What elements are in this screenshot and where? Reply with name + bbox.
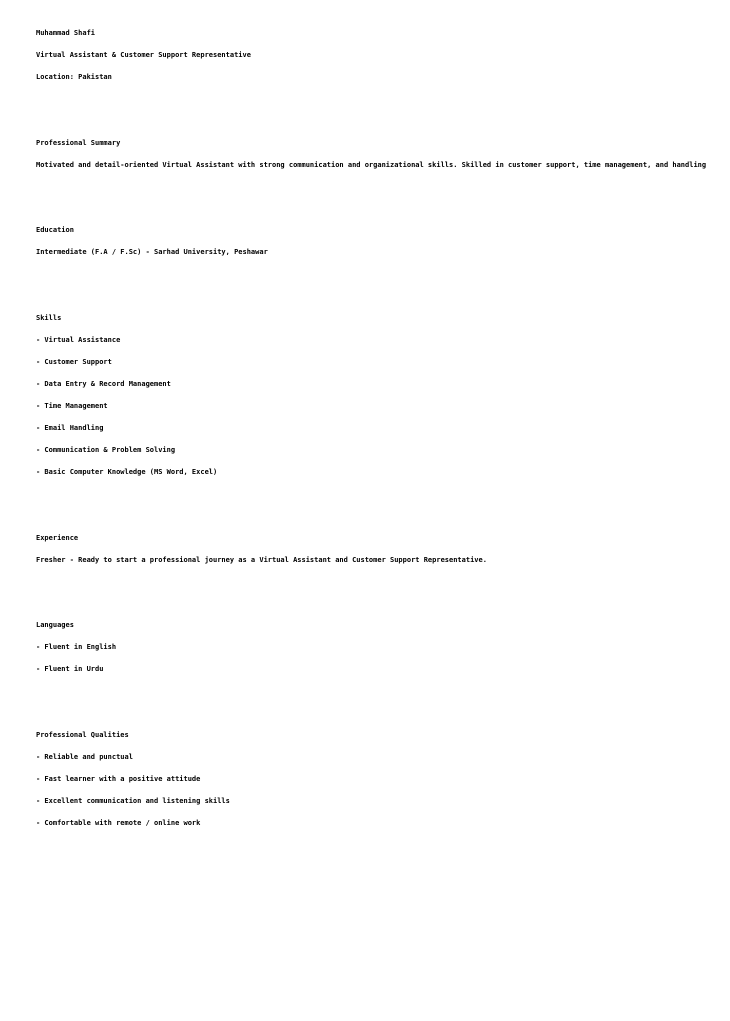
education-heading: Education [36,226,74,235]
resume-document [36,29,730,841]
skill-item: - Data Entry & Record Management [36,380,171,389]
experience-heading: Experience [36,533,79,542]
language-item: - Fluent in English [36,643,117,652]
education-entry: Intermediate (F.A / F.Sc) - Sarhad University, Peshawar [36,248,268,257]
location: Location: Pakistan [36,73,112,81]
skill-item: - Virtual Assistance [36,336,121,345]
job-title: Virtual Assistant & Customer Support Representative [36,51,251,59]
language-item: - Fluent in Urdu [36,665,104,674]
qualities-heading: Professional Qualities [36,731,129,740]
quality-item: - Comfortable with remote / online work [36,819,201,828]
section-spacer [36,183,730,227]
quality-item: - Reliable and punctual [36,753,133,762]
quality-item: - Excellent communication and listening skills [36,797,230,806]
skill-item: - Customer Support [36,358,112,367]
skill-item: - Email Handling [36,424,104,433]
section-spacer [36,270,730,314]
candidate-name: Muhammad Shafi [36,29,96,37]
section-spacer [36,578,730,622]
section-spacer [36,490,730,534]
section-spacer [36,687,730,731]
experience-text: Fresher - Ready to start a professional journey as a Virtual Assistant and Customer Support Representative. [36,555,487,564]
skill-item: - Basic Computer Knowledge (MS Word, Excel) [36,468,218,477]
summary-heading: Professional Summary [36,138,121,147]
quality-item: - Fast learner with a positive attitude [36,775,201,784]
skill-item: - Communication & Problem Solving [36,446,176,455]
skill-item: - Time Management [36,402,108,411]
section-spacer [36,95,730,139]
languages-heading: Languages [36,621,74,630]
skills-heading: Skills [36,314,62,323]
summary-text: Motivated and detail-oriented Virtual Assistant with strong communication and organizational skills. Skilled in customer support, time management, and handling [36,160,707,169]
